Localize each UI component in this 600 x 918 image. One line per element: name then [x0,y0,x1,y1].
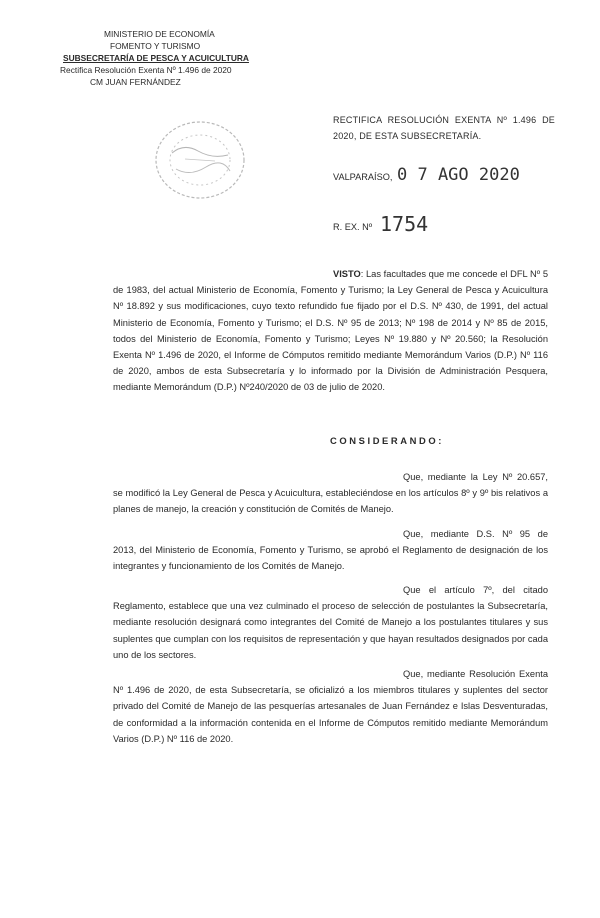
resolution-label: R. EX. Nº [333,222,373,232]
header-cm: CM JUAN FERNÁNDEZ [90,77,181,87]
place-label: VALPARAÍSO, [333,172,393,182]
considerando-paragraph-1: Que, mediante la Ley Nº 20.657, se modificó la Ley General de Pesca y Acuicultura, estableciéndose en los artículos 8º y 9º bis relativos a planes de manejo, la creación y constitución de Comités de Manejo. [113,472,548,515]
header-ministry-sub: FOMENTO Y TURISMO [110,41,201,51]
resolution-number: 1754 [380,212,429,236]
official-seal-stamp [150,115,250,205]
reference-title: RECTIFICA RESOLUCIÓN EXENTA Nº 1.496 DE 2020, DE ESTA SUBSECRETARÍA. [333,115,555,141]
considerando-heading: CONSIDERANDO: [330,435,445,446]
visto-paragraph [113,266,548,396]
header-rectifica: Rectifica Resolución Exenta Nº 1.496 de 2020 [60,65,232,75]
stamped-date: 0 7 AGO 2020 [397,165,520,185]
considerando-paragraph-4: Que, mediante Resolución Exenta Nº 1.496 de 2020, de esta Subsecretaría, se oficializó a los miembros titulares y suplentes del sector privado del Comité de Manejo de las pesquerías artesanales de Juan Fernández e Islas Desventuradas, de conformidad a la información contenida en el Informe de Cómputos remitido mediante Memorándum Varios (D.P.) Nº 116 de 2020. [113,669,548,744]
considerando-paragraph-2: Que, mediante D.S. Nº 95 de 2013, del Ministerio de Economía, Fomento y Turismo, se aprobó el Reglamento de designación de los integrantes y funcionamiento de los Comités de Manejo. [113,529,548,572]
header-subsecretaria: SUBSECRETARÍA DE PESCA Y ACUICULTURA [63,53,249,63]
visto-text: : Las facultades que me concede el DFL Nº 5 de 1983, del actual Ministerio de Economía, Fomento y Turismo; la Ley General de Pesca y Acuicultura Nº 18.892 y sus modificaciones, cuyo texto refundido fue fijado por el D.S. Nº 430, de 1991, del actual Ministerio de Economía, Fomento y Turismo; el D.S. Nº 95 de 2013; Nº 198 de 2014 y Nº 85 de 2015, todos del Ministerio de Economía, Fomento y Turismo; Leyes Nº 19.880 y Nº 20.560; la Resolución Exenta Nº 1.496 de 2020, el Informe de Cómputos remitido mediante Memorándum Varios (D.P.) Nº 116 de 2020, ambos de esta Subsecretaría y lo informado por la División de Administración Pesquera, mediante Memorándum (D.P.) Nº240/2020 de 03 de julio de 2020. [113,269,548,393]
considerando-paragraph-3: Que el artículo 7º, del citado Reglamento, establece que una vez culminado el proceso de selección de postulantes la Subsecretaría, mediante resolución designará como integrantes del Comité de Manejo a los postulantes titulares y sus suplentes que cumplan con los requisitos de representación y que hayan resultados designados por cada uno de los sectores. [113,585,548,660]
visto-label: VISTO [333,269,361,279]
header-ministry: MINISTERIO DE ECONOMÍA [104,29,215,39]
